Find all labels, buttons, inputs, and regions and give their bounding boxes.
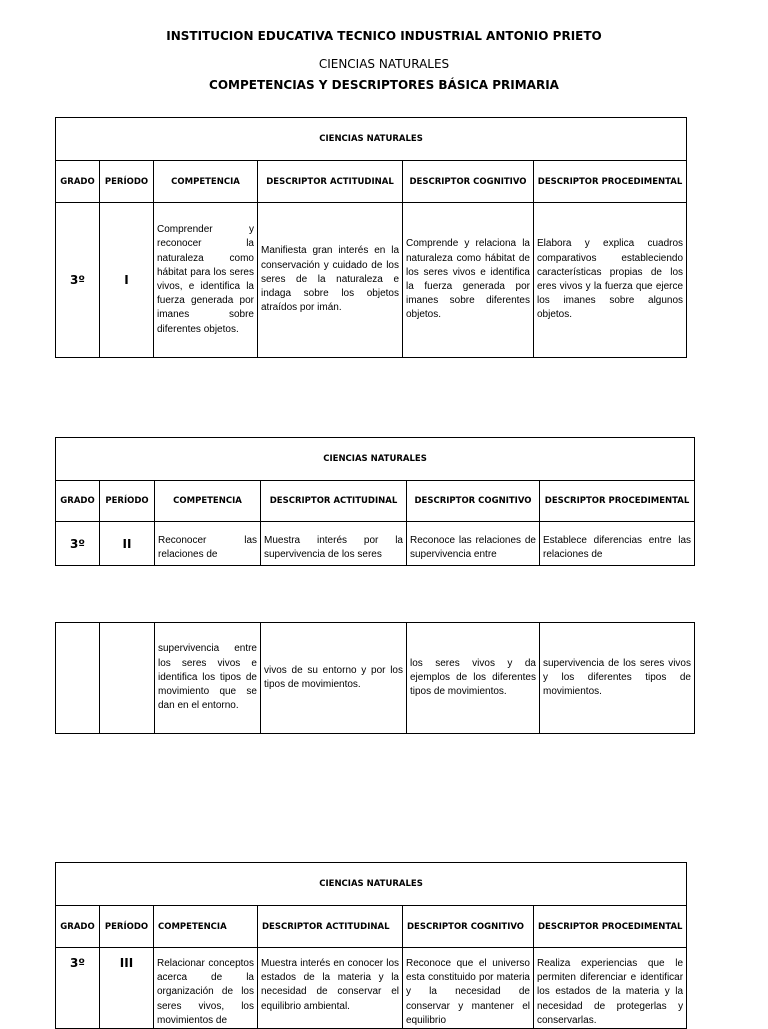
procedimental-text: Elabora y explica cuadros comparativos estableciendo características propias de los eres vivos y la fuerza que ejerce los imanes sobre algunos objetos.	[537, 238, 684, 321]
table-caption: CIENCIAS NATURALES	[56, 438, 695, 481]
periodo-text: III	[119, 956, 134, 970]
grado-cell	[56, 623, 100, 734]
column-header-periodo: PERÍODO	[100, 906, 154, 948]
periodo-cell	[100, 623, 155, 734]
column-header-procedimental: DESCRIPTOR PROCEDIMENTAL	[534, 161, 687, 203]
actitudinal-text: Muestra interés en conocer los estados de la materia y la necesidad de conservar el equilibrio ambiental.	[261, 958, 399, 1012]
table-caption: CIENCIAS NATURALES	[56, 118, 687, 161]
actitudinal-cell	[258, 203, 403, 358]
table-row	[56, 522, 695, 566]
table-row	[56, 623, 695, 734]
cognitivo-text: los seres vivos y da ejemplos de los diferentes tipos de movimientos.	[410, 657, 536, 698]
periodo-cell	[100, 948, 154, 1029]
periodo-cell: II	[100, 522, 155, 566]
competencies-table-period-1	[55, 117, 687, 358]
competencia-cell	[155, 623, 261, 734]
column-header-cognitivo: DESCRIPTOR COGNITIVO	[403, 906, 534, 948]
grado-cell	[56, 948, 100, 1029]
actitudinal-text: vivos de su entorno y por los tipos de movimientos.	[264, 664, 403, 690]
subject-title: CIENCIAS NATURALES	[318, 57, 450, 71]
cognitivo-cell	[403, 948, 534, 1029]
procedimental-cell	[534, 203, 687, 358]
actitudinal-cell	[261, 623, 407, 734]
column-header-cognitivo: DESCRIPTOR COGNITIVO	[403, 161, 534, 203]
grado-cell: 3º	[56, 522, 100, 566]
column-header-cognitivo: DESCRIPTOR COGNITIVO	[407, 481, 540, 522]
procedimental-cell	[540, 522, 695, 566]
competencies-table-period-2	[55, 437, 695, 566]
competencia-text: Comprender y reconocer la naturaleza como hábitat para los seres vivos, e identifica la fuerza generada por imanes sobre diferentes objetos.	[157, 224, 254, 335]
column-header-periodo: PERÍODO	[100, 161, 154, 203]
periodo-cell: I	[100, 203, 154, 358]
competencia-text: supervivencia entre los seres vivos e identifica los tipos de movimiento que se dan en el entorno.	[158, 643, 257, 712]
cognitivo-text: Comprende y relaciona la naturaleza como hábitat de los seres vivos e identifica la fuerza generada por imanes sobre diferentes objetos.	[406, 238, 530, 321]
institution-title: INSTITUCION EDUCATIVA TECNICO INDUSTRIAL ANTONIO PRIETO	[166, 29, 602, 43]
table-caption: CIENCIAS NATURALES	[56, 863, 687, 906]
competencia-cell	[154, 948, 258, 1029]
competencies-table-period-2-continued	[55, 622, 695, 734]
column-header-actitudinal: DESCRIPTOR ACTITUDINAL	[258, 906, 403, 948]
grado-text: 3º	[69, 956, 86, 970]
competencia-cell	[155, 522, 261, 566]
column-header-grado: GRADO	[56, 481, 100, 522]
competencia-text: Reconocer las relaciones de	[158, 535, 257, 561]
cognitivo-text: Reconoce que el universo esta constituido por materia y la necesidad de conservar y mantener el equilibrio	[406, 958, 530, 1026]
procedimental-text: Realiza experiencias que le permiten diferenciar e identificar los estados de la materia y la necesidad de protegerlas y conservarlas.	[537, 958, 684, 1026]
column-header-competencia: COMPETENCIA	[154, 161, 258, 203]
grado-cell: 3º	[56, 203, 100, 358]
column-header-actitudinal: DESCRIPTOR ACTITUDINAL	[258, 161, 403, 203]
procedimental-cell	[540, 623, 695, 734]
procedimental-text: Establece diferencias entre las relaciones de	[543, 535, 692, 561]
competencies-table-period-3	[55, 862, 687, 1029]
column-header-competencia: COMPETENCIA	[154, 906, 258, 948]
cognitivo-cell	[403, 203, 534, 358]
cognitivo-cell	[407, 623, 540, 734]
table-row	[56, 203, 687, 358]
table-row	[56, 948, 687, 1029]
cognitivo-text: Reconoce las relaciones de supervivencia entre	[410, 535, 536, 561]
actitudinal-cell	[261, 522, 407, 566]
competencia-text: Relacionar conceptos acerca de la organización de los seres vivos, los movimientos de	[157, 958, 254, 1026]
column-header-periodo: PERÍODO	[100, 481, 155, 522]
column-header-grado: GRADO	[56, 161, 100, 203]
column-header-actitudinal: DESCRIPTOR ACTITUDINAL	[261, 481, 407, 522]
actitudinal-text: Manifiesta gran interés en la conservación y cuidado de los seres de la naturaleza e indaga sobre los objetos atraídos por imán.	[261, 245, 399, 314]
procedimental-cell	[534, 948, 687, 1029]
column-header-procedimental: DESCRIPTOR PROCEDIMENTAL	[534, 906, 687, 948]
procedimental-text: supervivencia de los seres vivos y los diferentes tipos de movimientos.	[543, 657, 691, 698]
cognitivo-cell	[407, 522, 540, 566]
column-header-competencia: COMPETENCIA	[155, 481, 261, 522]
column-header-procedimental: DESCRIPTOR PROCEDIMENTAL	[540, 481, 695, 522]
document-subtitle: COMPETENCIAS Y DESCRIPTORES BÁSICA PRIMARIA	[209, 78, 559, 92]
column-header-grado: GRADO	[56, 906, 100, 948]
actitudinal-cell	[258, 948, 403, 1029]
actitudinal-text: Muestra interés por la supervivencia de los seres	[264, 535, 403, 561]
competencia-cell	[154, 203, 258, 358]
